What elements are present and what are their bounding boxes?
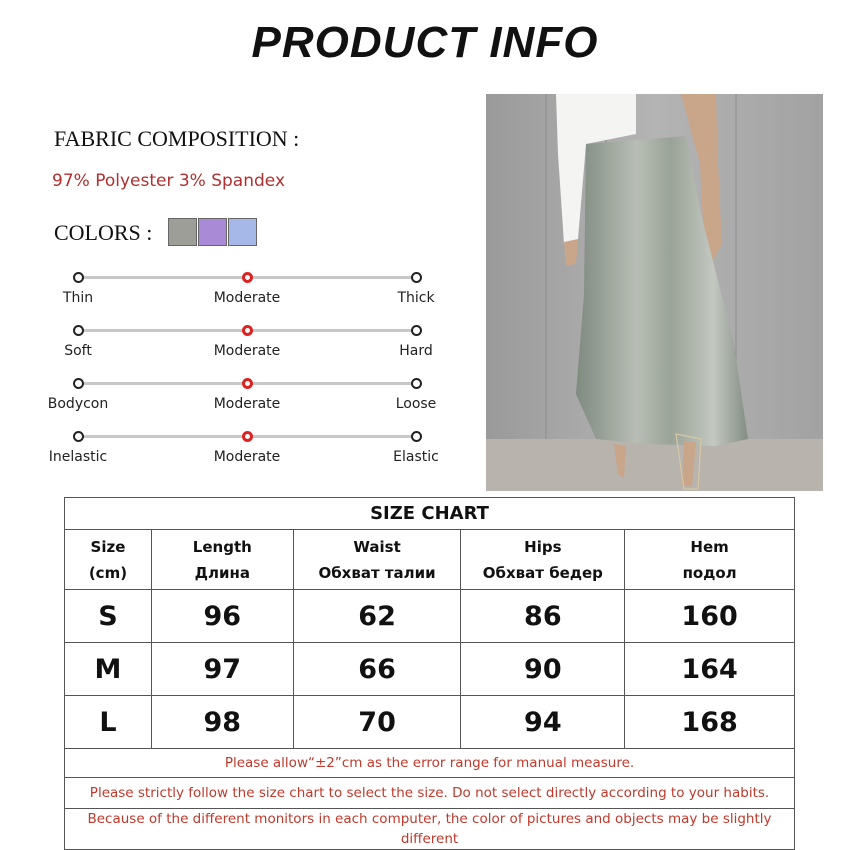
scale-label-left: Soft — [64, 343, 92, 359]
colors-label: COLORS : — [54, 220, 153, 245]
column-header-waist: Waist Обхват талии — [293, 530, 461, 590]
scale-marker-middle — [242, 431, 253, 442]
attribute-scale — [0, 325, 480, 375]
scale-marker-middle — [242, 325, 253, 336]
scale-label-left: Inelastic — [48, 449, 108, 465]
table-cell: 62 — [293, 590, 461, 643]
table-row — [65, 696, 795, 749]
scale-marker-left — [73, 325, 84, 336]
table-cell: 97 — [151, 643, 293, 696]
fabric-composition-label: FABRIC COMPOSITION : — [54, 126, 300, 151]
table-cell: 160 — [625, 590, 795, 643]
scale-label-middle: Moderate — [213, 449, 281, 465]
table-cell: S — [65, 590, 152, 643]
table-cell: 70 — [293, 696, 461, 749]
size-note-monitor-color: Because of the different monitors in each computer, the color of pictures and objects may be slightly different — [65, 809, 795, 850]
scale-marker-right — [411, 325, 422, 336]
size-note-error-range: Please allow“±2”cm as the error range for manual measure. — [65, 749, 795, 778]
table-cell: 168 — [625, 696, 795, 749]
color-swatch-grey — [168, 218, 197, 246]
table-cell: 164 — [625, 643, 795, 696]
size-chart-title: SIZE CHART — [65, 498, 795, 530]
table-cell: 90 — [461, 643, 625, 696]
product-photo — [486, 94, 823, 491]
table-cell: L — [65, 696, 152, 749]
scale-label-right: Thick — [397, 290, 435, 306]
table-row — [65, 643, 795, 696]
scale-marker-middle — [242, 272, 253, 283]
column-header-size: Size (cm) — [65, 530, 152, 590]
scale-label-middle: Moderate — [213, 290, 281, 306]
scale-label-right: Hard — [399, 343, 433, 359]
color-swatches — [168, 218, 257, 246]
table-cell: 96 — [151, 590, 293, 643]
attribute-scale — [0, 272, 480, 322]
scale-label-right: Elastic — [393, 449, 439, 465]
table-cell: 98 — [151, 696, 293, 749]
table-cell: M — [65, 643, 152, 696]
scale-label-left: Bodycon — [47, 396, 109, 412]
size-chart-header-row — [65, 530, 795, 590]
scale-marker-left — [73, 431, 84, 442]
scale-label-middle: Moderate — [213, 396, 281, 412]
scale-marker-left — [73, 378, 84, 389]
column-header-length: Length Длина — [151, 530, 293, 590]
size-note-follow-chart: Please strictly follow the size chart to select the size. Do not select directly according to your habits. — [65, 778, 795, 809]
scale-label-middle: Moderate — [213, 343, 281, 359]
column-header-hips: Hips Обхват бедер — [461, 530, 625, 590]
page-title: PRODUCT INFO — [251, 18, 599, 67]
scale-marker-right — [411, 431, 422, 442]
fabric-composition-value: 97% Polyester 3% Spandex — [52, 171, 286, 191]
table-cell: 86 — [461, 590, 625, 643]
scale-marker-right — [411, 378, 422, 389]
size-chart-table — [64, 497, 795, 850]
table-cell: 66 — [293, 643, 461, 696]
scale-marker-left — [73, 272, 84, 283]
table-row — [65, 590, 795, 643]
scale-label-left: Thin — [62, 290, 94, 306]
attribute-scale — [0, 378, 480, 428]
skirt-photo-illustration — [486, 94, 823, 491]
scale-marker-middle — [242, 378, 253, 389]
table-cell: 94 — [461, 696, 625, 749]
color-swatch-purple — [198, 218, 227, 246]
scale-marker-right — [411, 272, 422, 283]
scale-label-right: Loose — [395, 396, 437, 412]
attribute-scale — [0, 431, 480, 481]
color-swatch-blue — [228, 218, 257, 246]
column-header-hem: Hem подол — [625, 530, 795, 590]
